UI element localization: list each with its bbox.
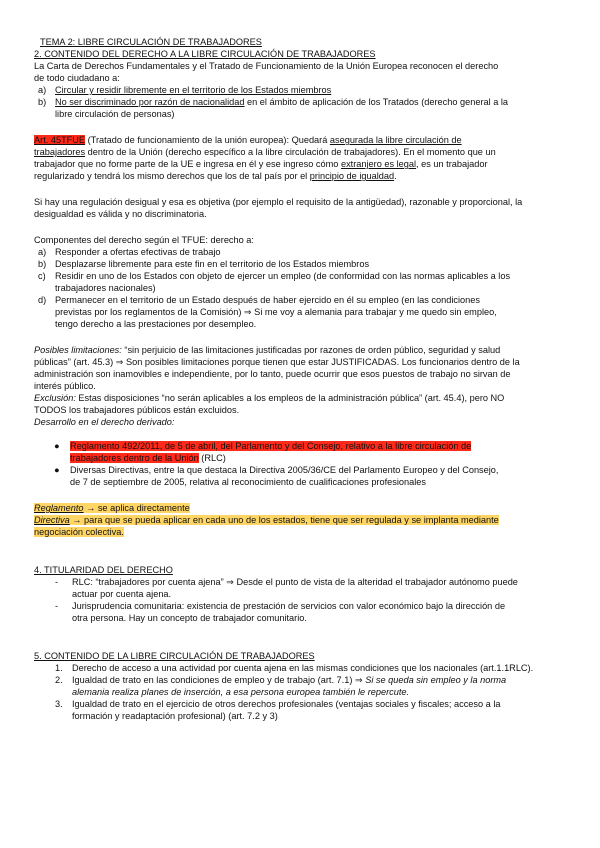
contenido-item-3-cont: formación y readaptación profesional) (art. 7.2 y 3)	[72, 711, 278, 721]
contenido-item-2-cont: alemania realiza planes de inserción, a esa persona europea también le repercute.	[72, 687, 410, 697]
titularidad-item-1: - RLC: “trabajadores por cuenta ajena” ⇒ Desde el punto de vista de la alteridad el trabajador autónomo puede	[55, 577, 518, 587]
contenido-item-1: 1. Derecho de acceso a una actividad por cuenta ajena en las mismas condiciones que los nacionales (art.1.1RLC).	[55, 663, 534, 673]
componente-d-cont: previstas por los reglamentos de la Comisión) ⇒ Si me voy a alemania para trabajar y me quedo sin empleo,	[55, 307, 497, 317]
limitaciones-line-4: interés público.	[34, 381, 96, 391]
section-5-heading: 5. CONTENIDO DE LA LIBRE CIRCULACIÓN DE TRABAJADORES	[34, 651, 315, 661]
intro-text-cont: de todo ciudadano a:	[34, 73, 120, 83]
list-item-b-cont: libre circulación de personas)	[55, 109, 175, 119]
componente-b: b) Desplazarse libremente para este fin en el territorio de los Estados miembros	[38, 259, 370, 269]
directiva-note: Directiva → para que se pueda aplicar en cada uno de los estados, tiene que ser regulada y se implanta mediante	[34, 515, 499, 525]
titularidad-item-1-cont: actuar por cuenta ajena.	[72, 589, 172, 599]
list-item-a: a) Circular y residir libremente en el territorio de los Estados miembros	[38, 85, 332, 95]
derivado-heading: Desarrollo en el derecho derivado:	[34, 417, 175, 427]
componente-d-cont2: tengo derecho a las prestaciones por desempleo.	[55, 319, 257, 329]
limitaciones-line-3: administración son inamovibles e independiente, por lo tanto, puede ocurrir que esos puestos de trabajo no sirvan de	[34, 369, 511, 379]
componente-c-cont: trabajadores nacionales)	[55, 283, 156, 293]
art45-paragraph: Art. 45TFUE (Tratado de funcionamiento de la unión europea): Quedará asegurada la libre circulación de	[34, 135, 462, 145]
directiva-note-cont: negociación colectiva.	[34, 527, 124, 537]
titularidad-item-2: - Jurisprudencia comunitaria: existencia de prestación de servicios con valor económico bajo la dirección de	[55, 601, 506, 611]
bullet-directivas: ● Diversas Directivas, entre la que destaca la Directiva 2005/36/CE del Parlamento Europeo y del Consejo,	[54, 465, 499, 475]
exclusion-paragraph: Exclusión: Estas disposiciones “no serán aplicables a los empleos de la administración pública” (art. 45.4), pero NO	[34, 393, 505, 403]
reglamento-note: Reglamento → se aplica directamente	[34, 503, 190, 513]
art45-line-4: regularizado y tendrá los mismo derechos que los de tal país por el principio de igualdad.	[34, 171, 397, 181]
componente-c: c) Residir en uno de los Estados con objeto de ejercer un empleo (de conformidad con las normas aplicables a los	[38, 271, 511, 281]
contenido-item-2: 2. Igualdad de trato en las condiciones de empleo y de trabajo (art. 7.1) ⇒ Si se queda sin empleo y la norma	[55, 675, 507, 685]
bullet-directivas-cont: de 7 de septiembre de 2005, relativa al reconocimiento de cualificaciones profesionales	[70, 477, 426, 487]
art45-line-2: trabajadores dentro de la Unión (derecho específico a la libre circulación de trabajadores). En el momento que un	[34, 147, 496, 157]
desigualdad-paragraph-cont: desigualdad es válida y no discriminatoria.	[34, 209, 207, 219]
desigualdad-paragraph: Si hay una regulación desigual y esa es objetiva (por ejemplo el requisito de la antigüedad), razonable y proporcional, la	[34, 197, 523, 207]
componente-a: a) Responder a ofertas efectivas de trabajo	[38, 247, 221, 257]
document-title: TEMA 2: LIBRE CIRCULACIÓN DE TRABAJADORES	[40, 37, 262, 47]
section-2-heading: 2. CONTENIDO DEL DERECHO A LA LIBRE CIRCULACIÓN DE TRABAJADORES	[34, 49, 376, 59]
exclusion-line-2: TODOS los trabajadores públicos están excluidos.	[34, 405, 240, 415]
bullet-reglamento: ● Reglamento 492/2011, de 5 de abril, del Parlamento y del Consejo, relativo a la libre circulación de	[54, 441, 472, 451]
contenido-item-3: 3. Igualdad de trato en el ejercicio de otros derechos profesionales (ventajas sociales y fiscales; acceso a la	[55, 699, 501, 709]
limitaciones-line-2: públicas” (art. 45.3) ⇒ Son posibles limitaciones porque tienen que estar JUSTIFICADAS. Los funcionarios dentro de la	[34, 357, 520, 367]
intro-text: La Carta de Derechos Fundamentales y el Tratado de Funcionamiento de la Unión Europea reconocen el derecho	[34, 61, 499, 71]
componentes-heading: Componentes del derecho según el TFUE: derecho a:	[34, 235, 254, 245]
bullet-reglamento-cont: trabajadores dentro de la Unión (RLC)	[70, 453, 226, 463]
titularidad-item-2-cont: otra persona. Hay un concepto de trabajador comunitario.	[72, 613, 307, 623]
art45-line-3: trabajador que no forme parte de la UE e ingresa en él y ese ingreso cómo extranjero es legal, es un trabajador	[34, 159, 488, 169]
list-item-b: b) No ser discriminado por razón de nacionalidad en el ámbito de aplicación de los Tratados (derecho general a la	[38, 97, 509, 107]
componente-d: d) Permanecer en el territorio de un Estado después de haber ejercido en él su empleo (en las condiciones	[38, 295, 480, 305]
limitaciones-paragraph: Posibles limitaciones: “sin perjuicio de las limitaciones justificadas por razones de orden público, seguridad y salud	[34, 345, 501, 355]
section-4-heading: 4. TITULARIDAD DEL DERECHO	[34, 565, 173, 575]
